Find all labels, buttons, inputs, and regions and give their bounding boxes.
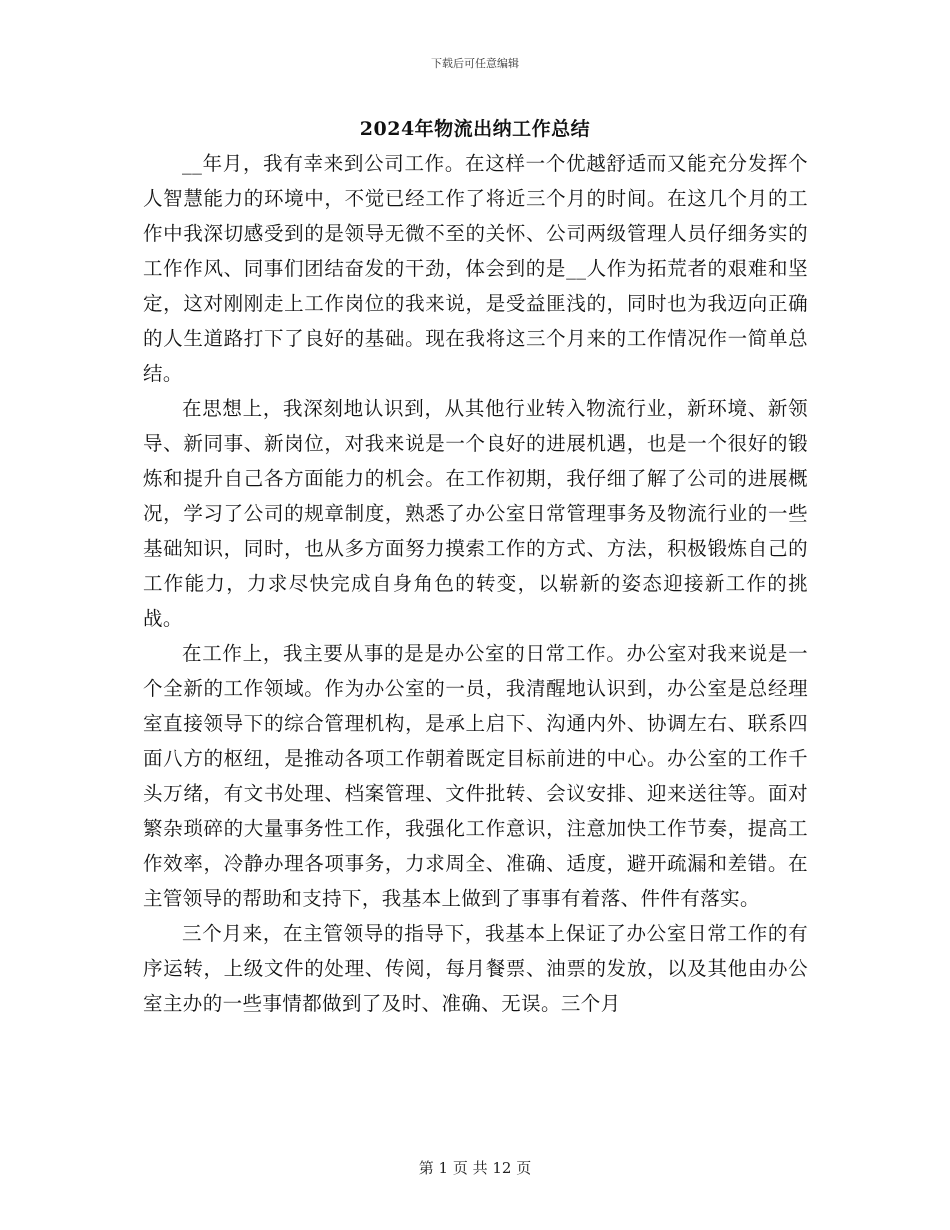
paragraph-4: 三个月来，在主管领导的指导下，我基本上保证了办公室日常工作的有序运转，上级文件的处理、传阅，每月餐票、油票的发放，以及其他由办公室主办的一些事情都做到了及时、准确、无误。三个月 [143,922,808,1015]
paragraph-3: 在工作上，我主要从事的是是办公室的日常工作。办公室对我来说是一个全新的工作领域。作为办公室的一员，我清醒地认识到，办公室是总经理室直接领导下的综合管理机构，是承上启下、沟通内外、协调左右、联系四面八方的枢纽，是推动各项工作朝着既定目标前进的中心。办公室的工作千头万绪，有文书处理、档案管理、文件批转、会议安排、迎来送往等。面对繁杂琐碎的大量事务性工作，我强化工作意识，注意加快工作节奏，提高工作效率，冷静办理各项事务，力求周全、准确、适度，避开疏漏和差错。在主管领导的帮助和支持下，我基本上做到了事事有着落、件件有落实。 [143,642,808,910]
page-number: 第 1 页 共 12 页 [418,1159,532,1177]
document-body [143,146,808,1021]
document-title: 2024年物流出纳工作总结 [359,118,591,140]
header-note: 下载后可任意编辑 [431,57,519,70]
paragraph-2: 在思想上，我深刻地认识到，从其他行业转入物流行业，新环境、新领导、新同事、新岗位，对我来说是一个良好的进展机遇，也是一个很好的锻炼和提升自己各方面能力的机会。在工作初期，我仔细了解了公司的进展概况，学习了公司的规章制度，熟悉了办公室日常管理事务及物流行业的一些基础知识，同时，也从多方面努力摸索工作的方式、方法，积极锻炼自己的工作能力，力求尽快完成自身角色的转变，以崭新的姿态迎接新工作的挑战。 [143,397,808,630]
paragraph-1: __年月，我有幸来到公司工作。在这样一个优越舒适而又能充分发挥个人智慧能力的环境中，不觉已经工作了将近三个月的时间。在这几个月的工作中我深切感受到的是领导无微不至的关怀、公司两级管理人员仔细务实的工作作风、同事们团结奋发的干劲，体会到的是__人作为拓荒者的艰难和坚定，这对刚刚走上工作岗位的我来说，是受益匪浅的，同时也为我迈向正确的人生道路打下了良好的基础。现在我将这三个月来的工作情况作一简单总结。 [143,152,808,385]
